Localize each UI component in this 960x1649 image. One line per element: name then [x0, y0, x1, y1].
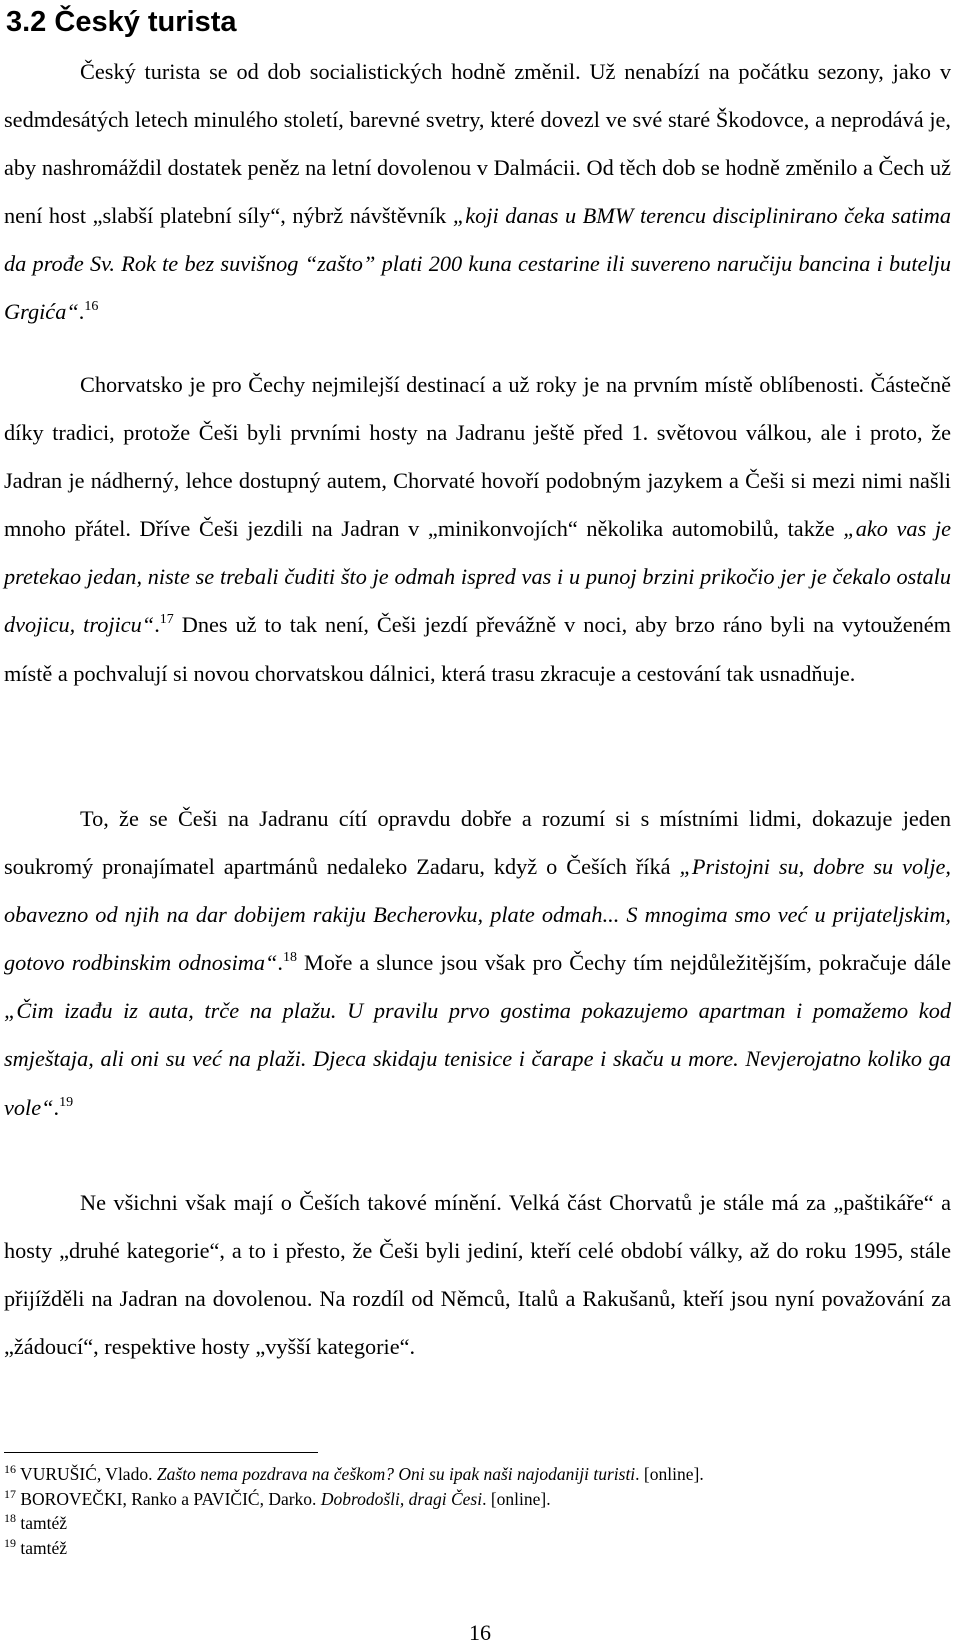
text-run: VURUŠIĆ, Vlado. [16, 1464, 157, 1484]
text-run: Dnes už to tak není, Češi jezdí převážně v noci, aby brzo ráno byli na vytouženém místě a pochvalují si novou chorvatskou dálnici, která trasu zkracuje a cestování tak usnadňuje. [4, 612, 951, 686]
footnote-reference: 18 [283, 950, 297, 966]
text-run: . [53, 1094, 60, 1120]
paragraph [4, 361, 951, 698]
footnote-number: 18 [4, 1511, 16, 1525]
italic-quote: „Pristojni su, dobre su volje, obavezno od njih na dar dobijem rakiju Becherovku, plate odmah... S mnogima smo već u prijateljskim, gotovo rodbinskim odnosima“ [4, 854, 951, 976]
italic-quote: Dobrodošli, dragi Česi [320, 1488, 483, 1509]
text-run: Chorvatsko je pro Čechy nejmilejší destinací a už roky je na prvním místě oblíbenosti. Částečně díky tradici, protože Češi byli prvními hosty na Jadranu ještě před 1. světovou válkou, ale i proto, že Jadran je nádherný, lehce dostupný autem, Chorvaté hovoří podobným jazykem a Češi si mezi nimi našli mnoho přátel. Dříve Češi jezdili na Jadran v „minikonvojích“ několika automobilů, takže [4, 372, 951, 542]
italic-quote: „Čim izađu iz auta, trče na plažu. U pravilu prvo gostima pokazujemo apartman i pomažemo kod smještaja, ali oni su već na plaži. Djeca skidaju tenisice i čarape i skaču u more. Nevjerojatno koliko ga vole“ [4, 998, 951, 1120]
footnote [4, 1487, 951, 1512]
footnote-number: 17 [4, 1486, 16, 1501]
text-run: tamtéž [16, 1513, 68, 1533]
italic-quote: „ako vas je pretekao jedan, niste se trebali čuditi što je odmah ispred vas i u punoj brzini prikočio jer je čekalo ostalu dvojicu, trojicu“ [4, 516, 951, 638]
footnote-separator [4, 1452, 318, 1453]
text-run: . [277, 950, 283, 976]
text-run: To, že se Češi na Jadranu cítí opravdu dobře a rozumí si s místními lidmi, dokazuje jeden soukromý pronajímatel apartmánů nedaleko Zadaru, když o Češích říká [4, 806, 951, 880]
text-run: Moře a slunce jsou však pro Čechy tím nejdůležitějším, pokračuje dále [297, 950, 951, 976]
italic-quote: „koji danas u BMW terencu disciplinirano čeka satima da prođe Sv. Rok te bez suvišnog “zašto” plati 200 kuna cestarine ili suvereno naručiju bancina i butelju Grgića“ [4, 203, 951, 325]
footnote-reference: 17 [159, 612, 174, 628]
paragraph [4, 795, 951, 1132]
footnote-reference: 16 [84, 299, 99, 315]
footnote [4, 1462, 951, 1487]
text-run: Český turista se od dob socialistických hodně změnil. Už nenabízí na počátku sezony, jako v sedmdesátých letech minulého století, barevné svetry, které dovezl ve své staré Škodovce, a neprodává je, aby nashromáždil dostatek peněz na letní dovolenou v Dalmácii. Od těch dob se hodně změnilo a Čech už není host „slabší platební síly“, nýbrž návštěvník [4, 59, 951, 229]
text-run: . [online]. [482, 1488, 551, 1509]
footnote-reference: 19 [59, 1094, 74, 1110]
footnotes [4, 1462, 951, 1560]
text-run: tamtéž [16, 1537, 68, 1558]
text-run: . [78, 299, 85, 325]
paragraph [4, 48, 951, 337]
footnote-number: 16 [4, 1462, 16, 1476]
text-run: . [154, 612, 160, 638]
footnote [4, 1536, 951, 1561]
footnote [4, 1511, 951, 1536]
paragraph [4, 1179, 951, 1371]
text-run: . [online]. [635, 1464, 704, 1484]
page-number: 16 [469, 1620, 491, 1645]
text-run: BOROVEČKI, Ranko a PAVIČIĆ, Darko. [16, 1488, 321, 1509]
footnote-number: 19 [4, 1535, 16, 1550]
text-run: Ne všichni však mají o Češích takové mínění. Velká část Chorvatů je stále má za „paštikáře“ a hosty „druhé kategorie“, a to i přesto, že Češi byli jediní, kteří celé období války, až do roku 1995, stále přijížděli na Jadran na dovolenou. Na rozdíl od Němců, Italů a Rakušanů, kteří jsou nyní považování za „žádoucí“, respektive hosty „vyšší kategorie“. [4, 1190, 951, 1360]
italic-quote: Zašto nema pozdrava na češkom? Oni su ipak naši najodaniji turisti [156, 1464, 636, 1484]
section-heading: 3.2 Český turista [6, 6, 237, 38]
